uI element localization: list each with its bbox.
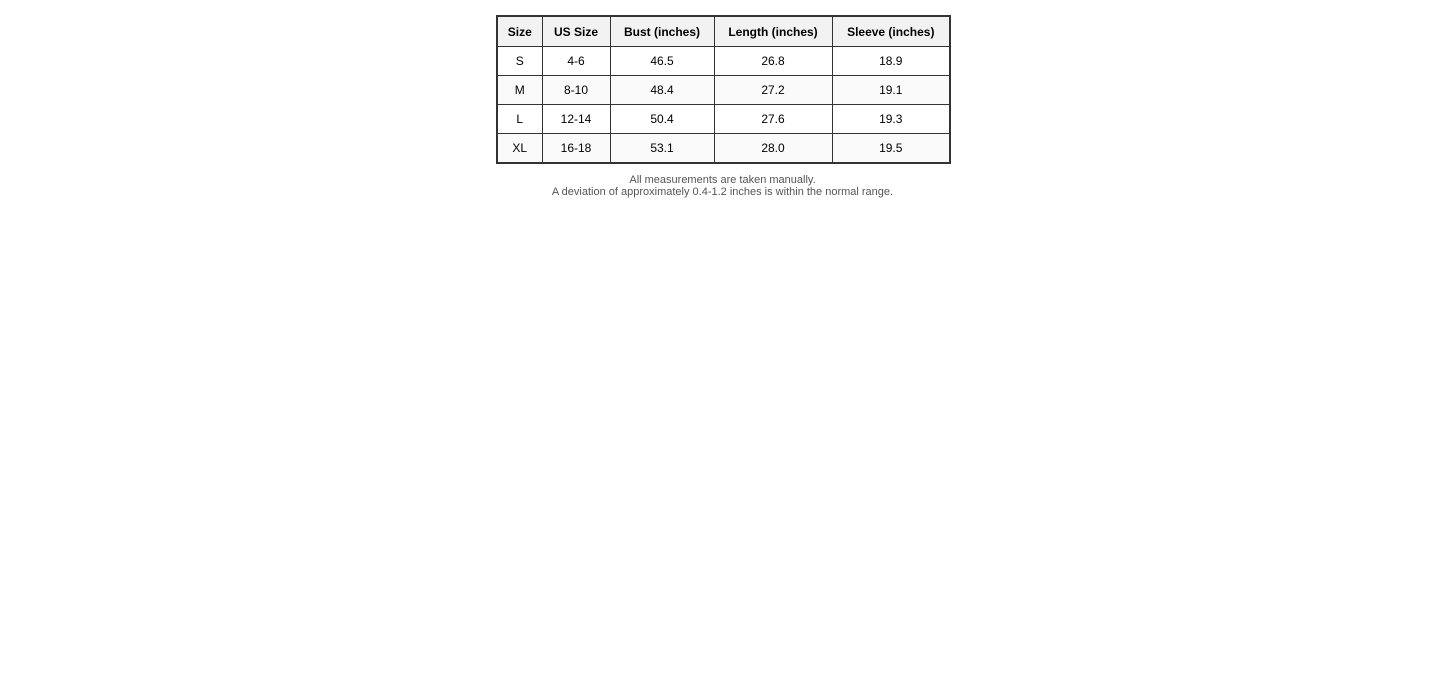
size-chart [496,15,949,198]
cell-sleeve: 19.1 [832,76,950,105]
cell-sleeve: 19.5 [832,134,950,164]
cell-us-size: 4-6 [542,47,610,76]
cell-length: 28.0 [714,134,832,164]
cell-size: L [497,105,542,134]
measurement-note [496,174,949,198]
cell-bust: 53.1 [610,134,714,164]
cell-sleeve: 18.9 [832,47,950,76]
cell-us-size: 12-14 [542,105,610,134]
table-row [497,76,950,105]
note-line-2: A deviation of approximately 0.4-1.2 inches is within the normal range. [551,186,894,198]
cell-bust: 48.4 [610,76,714,105]
header-sleeve: Sleeve (inches) [832,16,950,47]
note-line-1: All measurements are taken manually. [629,174,816,186]
table-row [497,105,950,134]
header-length: Length (inches) [714,16,832,47]
header-size: Size [497,16,542,47]
size-table [496,15,951,164]
cell-sleeve: 19.3 [832,105,950,134]
cell-size: XL [497,134,542,164]
cell-size: M [497,76,542,105]
table-header-row [497,16,950,47]
cell-size: S [497,47,542,76]
cell-length: 27.2 [714,76,832,105]
table-row [497,134,950,164]
cell-us-size: 8-10 [542,76,610,105]
cell-length: 26.8 [714,47,832,76]
cell-length: 27.6 [714,105,832,134]
cell-bust: 46.5 [610,47,714,76]
header-us-size: US Size [542,16,610,47]
cell-us-size: 16-18 [542,134,610,164]
header-bust: Bust (inches) [610,16,714,47]
table-row [497,47,950,76]
cell-bust: 50.4 [610,105,714,134]
